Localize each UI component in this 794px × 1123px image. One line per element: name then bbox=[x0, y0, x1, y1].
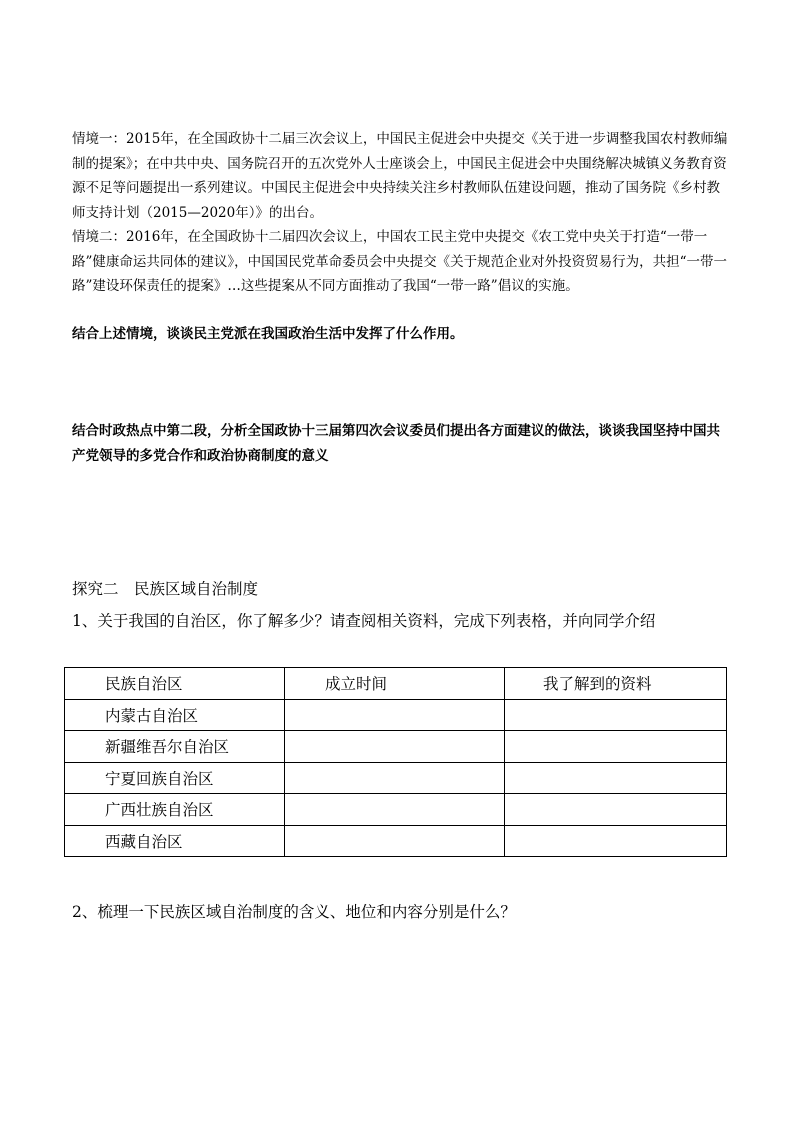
founded-date-cell[interactable] bbox=[285, 825, 505, 857]
scenario-one-paragraph: 情境一：2015年，在全国政协十二届三次会议上，中国民主促进会中央提交《关于进一步调整我国农村教师编制的提案》；在中共中央、国务院召开的五次党外人士座谈会上，中国民主促进会中央围绕解决城镇义务教育资源不足等问题提出一系列建议。中国民主促进会中央持续关注乡村教师队伍建设问题，推动了国务院《乡村教师支持计划（2015—2020年）》的出台。 bbox=[72, 131, 728, 221]
system-question: 2、梳理一下民族区域自治制度的含义、地位和内容分别是什么？ bbox=[72, 903, 516, 921]
table-row bbox=[65, 762, 727, 794]
info-cell[interactable] bbox=[505, 794, 727, 826]
region-name-cell: 新疆维吾尔自治区 bbox=[65, 731, 285, 763]
founded-date-cell[interactable] bbox=[285, 794, 505, 826]
info-cell[interactable] bbox=[505, 699, 727, 731]
table-row bbox=[65, 699, 727, 731]
scenario-question: 结合上述情境，谈谈民主党派在我国政治生活中发挥了什么作用。 bbox=[72, 326, 464, 342]
region-name-cell: 内蒙古自治区 bbox=[65, 699, 285, 731]
table-header-row bbox=[65, 668, 727, 700]
info-cell[interactable] bbox=[505, 825, 727, 857]
scenario-two-paragraph: 情境二：2016年，在全国政协十二届四次会议上，中国农工民主党中央提交《农工党中央关于打造“一带一路”健康命运共同体的建议》，中国国民党革命委员会中央提交《关于规范企业对外投资贸易行为，共担“一带一路”建设环保责任的提案》…这些提案从不同方面推动了我国“一带一路”倡议的实施。 bbox=[72, 229, 728, 294]
region-name-cell: 宁夏回族自治区 bbox=[65, 762, 285, 794]
header-founded-date: 成立时间 bbox=[285, 668, 505, 700]
region-name-cell: 西藏自治区 bbox=[65, 825, 285, 857]
table-row bbox=[65, 825, 727, 857]
section-title: 探究二 民族区域自治制度 bbox=[72, 580, 259, 598]
table-row bbox=[65, 731, 727, 763]
header-region: 民族自治区 bbox=[65, 668, 285, 700]
table-row bbox=[65, 794, 727, 826]
founded-date-cell[interactable] bbox=[285, 699, 505, 731]
info-cell[interactable] bbox=[505, 762, 727, 794]
founded-date-cell[interactable] bbox=[285, 762, 505, 794]
founded-date-cell[interactable] bbox=[285, 731, 505, 763]
autonomous-region-table bbox=[64, 667, 727, 857]
header-info: 我了解到的资料 bbox=[505, 668, 727, 700]
current-affairs-question: 结合时政热点中第二段，分析全国政协十三届第四次会议委员们提出各方面建议的做法，谈谈我国坚持中国共产党领导的多党合作和政治协商制度的意义 bbox=[72, 423, 720, 464]
region-name-cell: 广西壮族自治区 bbox=[65, 794, 285, 826]
info-cell[interactable] bbox=[505, 731, 727, 763]
autonomous-region-question: 1、关于我国的自治区，你了解多少？请查阅相关资料，完成下列表格，并向同学介绍 bbox=[72, 612, 656, 630]
